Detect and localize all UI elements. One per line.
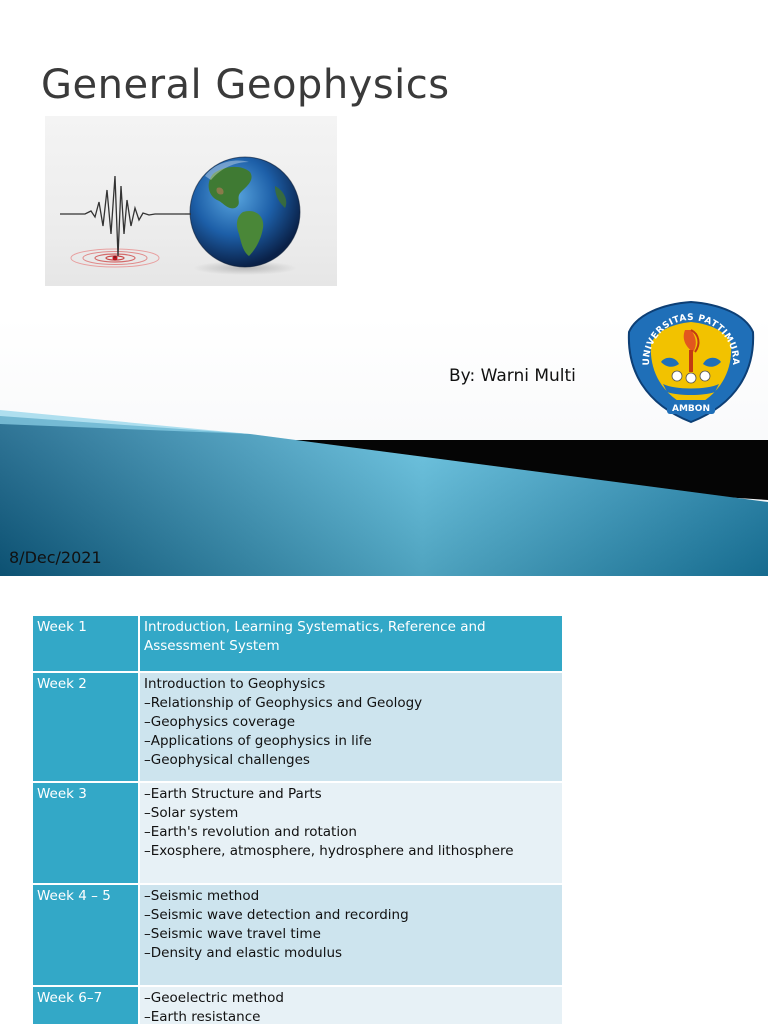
schedule-slide [0, 576, 768, 1024]
topic-line: –Exosphere, atmosphere, hydrosphere and lithosphere [144, 843, 514, 859]
decorative-band [0, 410, 768, 576]
topic-line: –Geophysical challenges [144, 752, 310, 768]
table-row [32, 672, 563, 782]
topic-line: Assessment System [144, 638, 280, 654]
table-row [32, 782, 563, 884]
week-cell: Week 3 [32, 782, 139, 884]
course-schedule-table [31, 614, 564, 1024]
table-row [32, 615, 563, 672]
week-cell: Week 2 [32, 672, 139, 782]
seismograph-earth-image [45, 116, 337, 286]
week-cell: Week 6–7 [32, 986, 139, 1024]
topic-line: –Seismic method [144, 888, 260, 904]
table-row [32, 986, 563, 1024]
table-row [32, 884, 563, 986]
topic-line: Introduction, Learning Systematics, Reference and [144, 619, 486, 635]
topic-line: –Earth's revolution and rotation [144, 824, 357, 840]
topic-line: –Earth resistance [144, 1009, 261, 1024]
topic-line: –Relationship of Geophysics and Geology [144, 695, 423, 711]
topic-line: –Geoelectric method [144, 990, 285, 1006]
topic-line: –Earth Structure and Parts [144, 786, 322, 802]
topic-line: –Geophysics coverage [144, 714, 296, 730]
week-cell: Week 4 – 5 [32, 884, 139, 986]
topic-line: –Solar system [144, 805, 239, 821]
topic-cell [139, 615, 563, 672]
topic-cell [139, 672, 563, 782]
topic-cell [139, 884, 563, 986]
week-cell: Week 1 [32, 615, 139, 672]
author-name: By: Warni Multi [449, 366, 576, 386]
topic-line: –Seismic wave travel time [144, 926, 321, 942]
logo-bottom-text: AMBON [672, 404, 710, 414]
topic-cell [139, 986, 563, 1024]
university-logo [627, 300, 755, 424]
presentation-date: 8/Dec/2021 [9, 548, 102, 567]
slide-title: General Geophysics [41, 62, 450, 108]
topic-line: –Applications of geophysics in life [144, 733, 372, 749]
topic-line: Introduction to Geophysics [144, 676, 326, 692]
logo-top-text: UNIVERSITAS PATTIMURA [641, 312, 741, 366]
topic-line: –Seismic wave detection and recording [144, 907, 409, 923]
topic-cell [139, 782, 563, 884]
topic-line: –Density and elastic modulus [144, 945, 343, 961]
